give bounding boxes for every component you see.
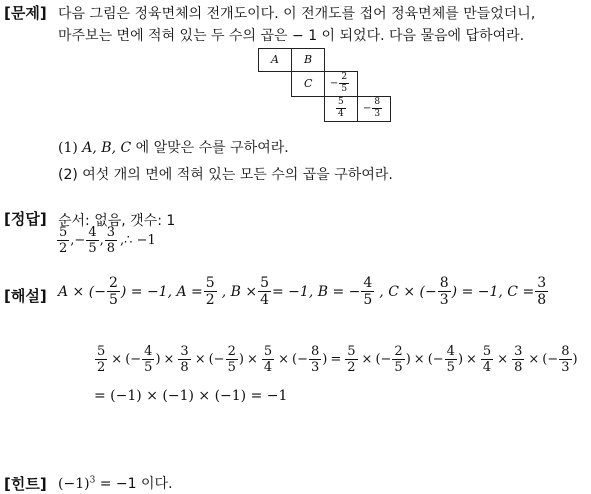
net-cell-a xyxy=(258,48,292,72)
net-value-sign: − xyxy=(330,78,339,89)
product-term: $\frac{5}{4}$ xyxy=(263,344,273,375)
net-value-den: 4 xyxy=(338,109,344,119)
net-cell-a-label: A xyxy=(271,53,279,66)
product-term: (− $\frac{2}{5}$ ) xyxy=(375,344,411,375)
net-value-num: 8 xyxy=(374,97,381,107)
net-cell-neg-2-5 xyxy=(324,71,358,97)
product-term: (− $\frac{4}{5}$ ) xyxy=(125,344,161,375)
product-term: $\frac{5}{2}$ xyxy=(347,344,356,375)
net-cell-c xyxy=(291,71,325,97)
answer-values: $\frac{5}{2}$ , − $\frac{4}{5}$ , $\frac{3}{8}$ ,∴ −1 xyxy=(59,225,156,256)
net-cell-5-4 xyxy=(324,96,358,122)
hint-text: $(-1)^3 = -1$ 이다. xyxy=(58,475,173,492)
question-1: (1) A, B, C 에 알맞은 수를 구하여라. xyxy=(58,140,289,156)
product-term: $\frac{3}{8}$ xyxy=(180,344,189,375)
answer-label: [정답] xyxy=(4,210,47,228)
problem-text-line1: 다음 그림은 정육면체의 전개도이다. 이 전개도를 접어 정육면체를 만들었더니, xyxy=(58,6,536,22)
product-term: (− $\frac{2}{5}$ ) xyxy=(208,344,244,375)
solution-label: [해설] xyxy=(4,287,47,305)
net-cell-b-label: B xyxy=(304,53,313,66)
net-cell-b xyxy=(291,48,325,72)
solution-equations: A × (− $\frac{2}{5}$ ) = −1, A = $\frac{5}{2}$ , B × $\frac{5}{4}$ = −1, B = − $\frac{4}{5}$ , C × (− $\frac{8}{3}$ ) = −1, C = $\frac{3}{8}$ xyxy=(58,275,547,308)
net-value-den: 5 xyxy=(341,84,348,94)
hint-label: [힌트] xyxy=(4,475,47,493)
product-term: $\frac{3}{8}$ xyxy=(514,344,523,375)
net-value-num: 2 xyxy=(341,72,348,82)
product-term: $\frac{5}{2}$ xyxy=(97,344,106,375)
net-value-den: 3 xyxy=(374,109,381,119)
answer-meta: 순서: 없음, 갯수: 1 xyxy=(58,213,176,229)
problem-text-line2: 마주보는 면에 적혀 있는 두 수의 곱은 − 1 이 되었다. 다음 물음에 답하여라. xyxy=(58,28,525,44)
solution-product-line: $\frac{5}{2}$ × (− $\frac{4}{5}$ ) × $\frac{3}{8}$ × (− $\frac{2}{5}$ ) × $\frac{5}{4}$ × (− $\frac{8}{3}$ ) = $\frac{5}{2}$ × (− $\frac{2}{5}$ ) × (− $\frac{4}{5}$ ) × $\frac{5}{4}$ × $\frac{3}{8}$ × (− $\frac{8}{3}$ ) xyxy=(94,345,578,374)
problem-label: [문제] xyxy=(4,4,47,22)
question-2: (2) 여섯 개의 면에 적혀 있는 모든 수의 곱을 구하여라. xyxy=(58,167,393,183)
product-term: (− $\frac{4}{5}$ ) xyxy=(427,344,464,375)
product-term: (− $\frac{8}{3}$ ) xyxy=(542,344,578,375)
net-value-sign: − xyxy=(363,103,372,114)
solution-product-result: = (−1) × (−1) × (−1) = −1 xyxy=(94,388,288,404)
net-cell-neg-8-3 xyxy=(357,96,391,122)
net-value-num: 5 xyxy=(338,97,344,107)
net-cell-c-label: C xyxy=(304,77,313,90)
product-term: $\frac{5}{4}$ xyxy=(482,344,492,375)
product-term: (− $\frac{8}{3}$ ) xyxy=(292,344,328,375)
